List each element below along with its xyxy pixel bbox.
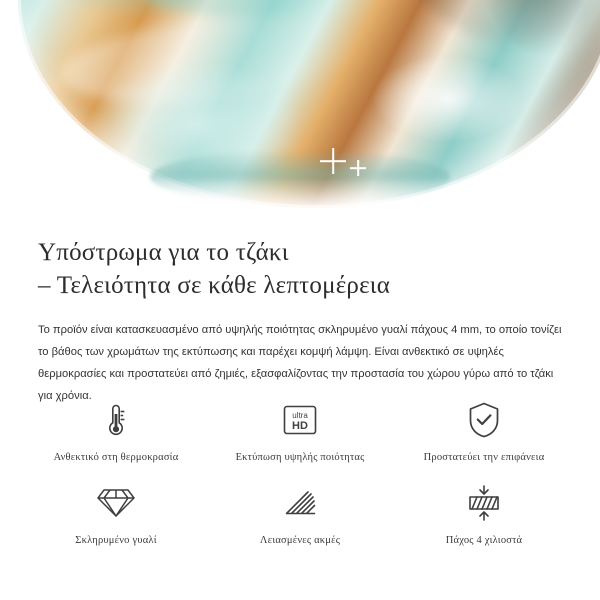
feature-item xyxy=(208,398,392,463)
svg-text:ultra: ultra xyxy=(292,411,308,420)
hero-image xyxy=(0,0,600,218)
hero-fade-overlay xyxy=(0,178,600,218)
description-paragraph: Το προϊόν είναι κατασκευασμένο από υψηλής ποιότητας σκληρυμένο γυαλί πάχους 4 mm, το οποίο τονίζει το βάθος των χρωμάτων της εκτύπωσης και παρέχει κομψή λάμψη. Είναι ανθεκτικό σε υψηλές θερμοκρασίες και προστατεύει από ζημιές, εξασφαλίζοντας την προστασία του χώρου γύρω από το τζάκι για χρόνια. xyxy=(38,324,562,402)
diamond-icon xyxy=(96,481,136,525)
feature-item xyxy=(208,481,392,546)
feature-item xyxy=(392,481,576,546)
feature-grid xyxy=(0,398,600,546)
page-title xyxy=(38,236,562,302)
thermometer-icon xyxy=(101,398,131,442)
feature-label: Λειασμένες ακμές xyxy=(259,535,341,546)
shield-check-icon xyxy=(466,398,502,442)
feature-label: Προστατεύει την επιφάνεια xyxy=(423,452,545,463)
feature-label: Σκληρυμένο γυαλί xyxy=(75,535,157,546)
smooth-edges-icon xyxy=(281,481,319,525)
feature-item xyxy=(24,481,208,546)
page-title-line-1: Υπόστρωμα για το τζάκι xyxy=(38,239,289,266)
text-content xyxy=(0,218,600,407)
ultra-hd-icon xyxy=(281,398,319,442)
feature-label: Πάχος 4 χιλιοστά xyxy=(445,535,523,546)
page-title-line-2: – Τελειότητα σε κάθε λεπτομέρεια xyxy=(38,272,391,299)
feature-item xyxy=(392,398,576,463)
svg-text:HD: HD xyxy=(292,420,308,432)
feature-item xyxy=(24,398,208,463)
thickness-arrows-icon xyxy=(463,481,505,525)
feature-label: Ανθεκτικό στη θερμοκρασία xyxy=(53,452,179,463)
feature-label: Εκτύπωση υψηλής ποιότητας xyxy=(235,452,365,463)
